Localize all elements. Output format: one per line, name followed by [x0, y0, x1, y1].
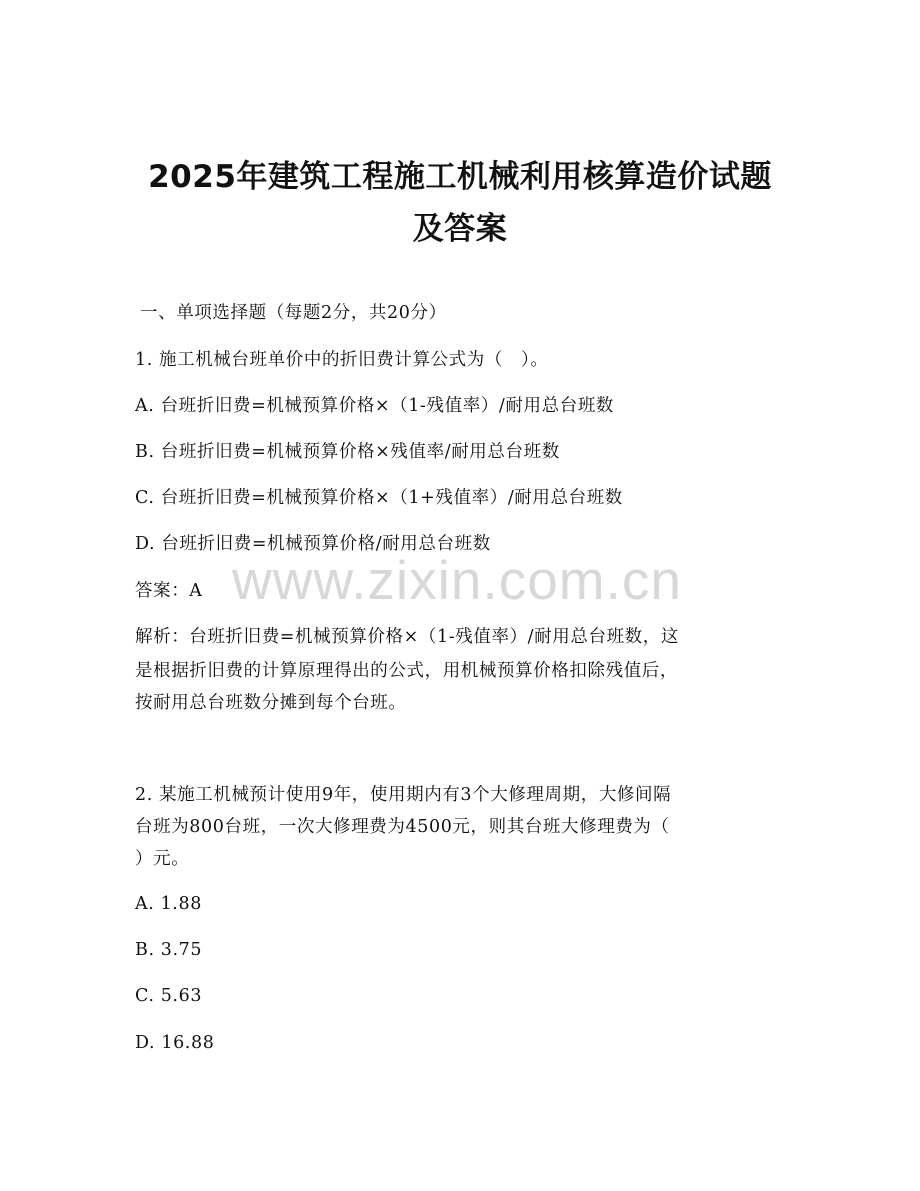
question-1-answer: 答案：A: [135, 581, 203, 601]
question-2-stem-line3: ）元。: [135, 849, 190, 869]
question-1-stem: 1. 施工机械台班单价中的折旧费计算公式为（ ）。: [135, 350, 549, 370]
section-heading: 一、单项选择题（每题2分，共20分）: [140, 303, 447, 323]
question-2-option-b: B. 3.75: [135, 940, 203, 960]
question-2-stem-line2: 台班为800台班，一次大修理费为4500元，则其台班大修理费为（: [135, 817, 670, 837]
question-1-analysis-line3: 按耐用总台班数分摊到每个台班。: [135, 693, 407, 713]
question-2-stem-line1: 2. 某施工机械预计使用9年，使用期内有3个大修理周期，大修间隔: [135, 785, 672, 805]
question-2-option-a: A. 1.88: [135, 894, 202, 914]
watermark: www.zixin.com.cn: [232, 549, 682, 611]
question-2-option-d: D. 16.88: [135, 1033, 215, 1053]
document-title-line1: 2025年建筑工程施工机械利用核算造价试题: [148, 159, 772, 195]
question-1-option-c: C. 台班折旧费=机械预算价格×（1+残值率）/耐用总台班数: [135, 488, 623, 508]
question-1-analysis-line1: 解析：台班折旧费=机械预算价格×（1-残值率）/耐用总台班数，这: [135, 627, 679, 647]
question-1-option-d: D. 台班折旧费=机械预算价格/耐用总台班数: [135, 534, 491, 554]
question-1-analysis-line2: 是根据折旧费的计算原理得出的公式，用机械预算价格扣除残值后，: [135, 661, 678, 681]
question-1-option-b: B. 台班折旧费=机械预算价格×残值率/耐用总台班数: [135, 442, 560, 462]
question-2-option-c: C. 5.63: [135, 986, 203, 1006]
question-1-option-a: A. 台班折旧费=机械预算价格×（1-残值率）/耐用总台班数: [135, 396, 615, 416]
document-title-line2: 及答案: [412, 211, 508, 247]
